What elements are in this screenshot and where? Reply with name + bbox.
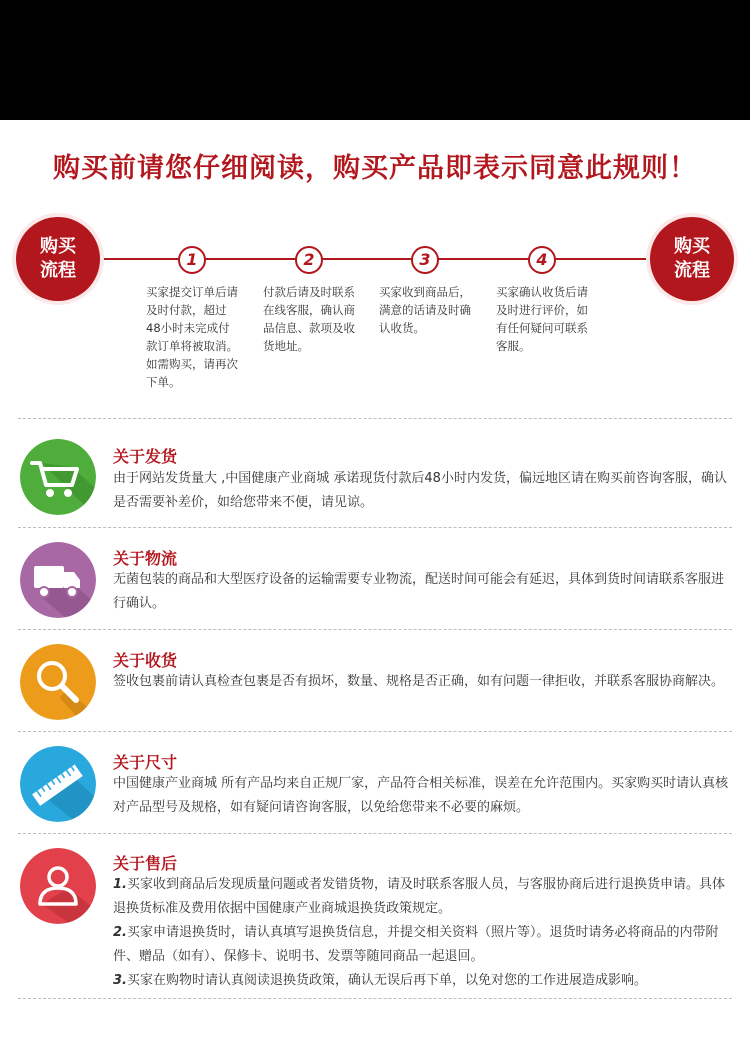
shopping-cart-icon	[20, 439, 96, 515]
section-body-logistics: 无菌包装的商品和大型医疗设备的运输需要专业物流，配送时间可能会有延迟，具体到货时间请联系客服进行确认。	[113, 572, 725, 611]
page-headline: 购买前请您仔细阅读，购买产品即表示同意此规则！	[53, 153, 697, 184]
after-sales-item-3	[113, 969, 733, 993]
flow-badge-right-label: 购买流程	[674, 236, 710, 281]
section-body-shipping: 由于网站发货量大 ,中国健康产业商城 承诺现货付款后48小时内发货，偏远地区请在购买前咨询客服，确认是否需要补差价，如给您带来不便，请见谅。	[113, 471, 727, 510]
step-3-text: 买家收到商品后，满意的话请及时确认收货。	[379, 285, 471, 335]
ruler-icon	[20, 746, 96, 822]
divider	[18, 527, 732, 528]
step-1-text: 买家提交订单后请及时付款，超过48小时未完成付款订单将被取消。如需购买，请再次下单。	[146, 285, 238, 389]
step-2-text: 付款后请及时联系在线客服，确认商品信息、款项及收货地址。	[263, 285, 355, 353]
top-black-banner	[0, 0, 750, 120]
step-4-number: 4	[528, 246, 556, 274]
after-sales-item-2	[113, 921, 733, 969]
person-icon	[20, 848, 96, 924]
section-body-after-sales	[113, 873, 733, 993]
after-sales-item-2-text: 买家申请退换货时，请认真填写退换货信息，并提交相关资料（照片等）。退货时请务必将商品的内带附件、赠品（如有）、保修卡、说明书、发票等随同商品一起退回。	[113, 925, 719, 964]
step-1-number: 1	[178, 246, 206, 274]
section-body-receiving: 签收包裹前请认真检查包裹是否有损坏，数量、规格是否正确，如有问题一律拒收，并联系客服协商解决。	[113, 674, 725, 689]
divider	[18, 998, 732, 999]
divider	[18, 833, 732, 834]
divider	[18, 629, 732, 630]
flow-badge-right	[650, 217, 734, 301]
flow-badge-left	[16, 217, 100, 301]
after-sales-item-2-num: 2.	[113, 925, 127, 940]
flow-badge-left-label: 购买流程	[40, 236, 76, 281]
section-title-after-sales: 关于售后	[113, 854, 178, 873]
section-title-receiving: 关于收货	[113, 651, 178, 670]
after-sales-item-1-text: 买家收到商品后发现质量问题或者发错货物，请及时联系客服人员，与客服协商后进行退换货申请。具体退换货标准及费用依据中国健康产业商城退换货政策规定。	[113, 877, 725, 916]
section-title-shipping: 关于发货	[113, 447, 178, 466]
divider	[18, 418, 732, 419]
step-3-number: 3	[411, 246, 439, 274]
section-body-size: 中国健康产业商城 所有产品均来自正规厂家，产品符合相关标准，误差在允许范围内。买家购买时请认真核对产品型号及规格，如有疑问请咨询客服，以免给您带来不必要的麻烦。	[113, 776, 729, 815]
after-sales-item-3-num: 3.	[113, 973, 127, 988]
after-sales-item-1-num: 1.	[113, 877, 127, 892]
magnifier-icon	[20, 644, 96, 720]
flow-line	[60, 258, 690, 260]
section-title-logistics: 关于物流	[113, 549, 178, 568]
step-2-number: 2	[295, 246, 323, 274]
delivery-truck-icon	[20, 542, 96, 618]
after-sales-item-1	[113, 873, 733, 921]
after-sales-item-3-text: 买家在购物时请认真阅读退换货政策，确认无误后再下单，以免对您的工作进展造成影响。	[126, 973, 647, 988]
section-title-size: 关于尺寸	[113, 753, 178, 772]
divider	[18, 731, 732, 732]
step-4-text: 买家确认收货后请及时进行评价，如有任何疑问可联系客服。	[496, 285, 588, 353]
